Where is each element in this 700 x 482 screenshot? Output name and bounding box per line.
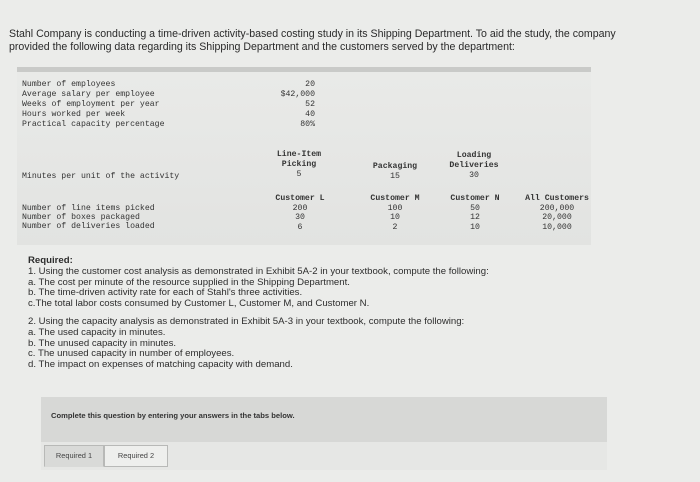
customer-value: 200,000: [539, 204, 575, 213]
dept-value: $42,000: [280, 90, 315, 99]
customer-value: 12: [470, 213, 480, 222]
instructions-text: Complete this question by entering your answers in the tabs below.: [51, 411, 295, 420]
question-2d: d. The impact on expenses of matching capacity with demand.: [28, 359, 293, 371]
dept-label: Number of employees: [22, 80, 116, 89]
activity-minutes: 5: [296, 170, 302, 179]
question-2b: b. The unused capacity in minutes.: [28, 337, 177, 349]
customer-value: 20,000: [542, 213, 572, 222]
answer-tabs: [41, 442, 607, 470]
customer-row-label: Number of line items picked: [22, 204, 155, 213]
customer-header: Customer M: [370, 194, 420, 203]
problem-intro: [9, 28, 689, 54]
activity-header: Picking: [281, 160, 317, 169]
customer-value: 200: [292, 204, 308, 213]
intro-line-2: provided the following data regarding its Shipping Department and the customers served by the department:: [9, 41, 515, 53]
required-title: Required:: [28, 255, 73, 266]
tab-required-1[interactable]: Required 1: [44, 445, 104, 467]
data-table-panel: [17, 67, 591, 245]
customer-header: All Customers: [525, 194, 589, 203]
activity-header: Deliveries: [449, 161, 499, 170]
activity-header: Loading: [456, 151, 492, 160]
question-1b: b. The time-driven activity rate for each of Stahl's three activities.: [28, 287, 303, 299]
question-1: 1. Using the customer cost analysis as demonstrated in Exhibit 5A-2 in your textbook, compute the following:: [28, 265, 489, 277]
customer-value: 10: [390, 213, 400, 222]
dept-label: Practical capacity percentage: [22, 120, 165, 129]
dept-value: 20: [305, 80, 315, 89]
activity-header: Line-Item: [276, 150, 322, 159]
dept-value: 80%: [300, 120, 315, 129]
activity-minutes: 15: [390, 172, 400, 181]
question-1a: a. The cost per minute of the resource supplied in the Shipping Department.: [28, 276, 350, 288]
tab-required-2[interactable]: Required 2: [104, 445, 168, 467]
customer-row-label: Number of boxes packaged: [22, 213, 140, 222]
dept-label: Weeks of employment per year: [22, 100, 160, 109]
activity-header: Packaging: [372, 162, 418, 171]
question-2: 2. Using the capacity analysis as demonstrated in Exhibit 5A-3 in your textbook, compute the following:: [28, 315, 465, 327]
dept-label: Hours worked per week: [22, 110, 126, 119]
customer-value: 30: [295, 213, 305, 222]
customer-value: 6: [297, 223, 303, 232]
customer-header: Customer L: [275, 194, 325, 203]
required-section: [28, 256, 668, 371]
customer-value: 100: [387, 204, 403, 213]
customer-value: 2: [392, 223, 398, 232]
intro-line-1: Stahl Company is conducting a time-driven activity-based costing study in its Shipping Department. To aid the study, the company: [9, 28, 616, 40]
customer-value: 10: [470, 223, 480, 232]
question-2a: a. The used capacity in minutes.: [28, 326, 166, 338]
activity-row-label: Minutes per unit of the activity: [22, 172, 180, 181]
customer-header: Customer N: [450, 194, 500, 203]
question-2c: c. The unused capacity in number of employees.: [28, 348, 235, 360]
instructions-panel: [41, 397, 607, 442]
customer-value: 50: [470, 204, 480, 213]
dept-label: Average salary per employee: [22, 90, 155, 99]
customer-row-label: Number of deliveries loaded: [22, 222, 155, 231]
customer-value: 10,000: [542, 223, 572, 232]
dept-value: 52: [305, 100, 315, 109]
question-1c: c.The total labor costs consumed by Customer L, Customer M, and Customer N.: [28, 298, 370, 310]
activity-minutes: 30: [469, 171, 479, 180]
dept-value: 40: [305, 110, 315, 119]
